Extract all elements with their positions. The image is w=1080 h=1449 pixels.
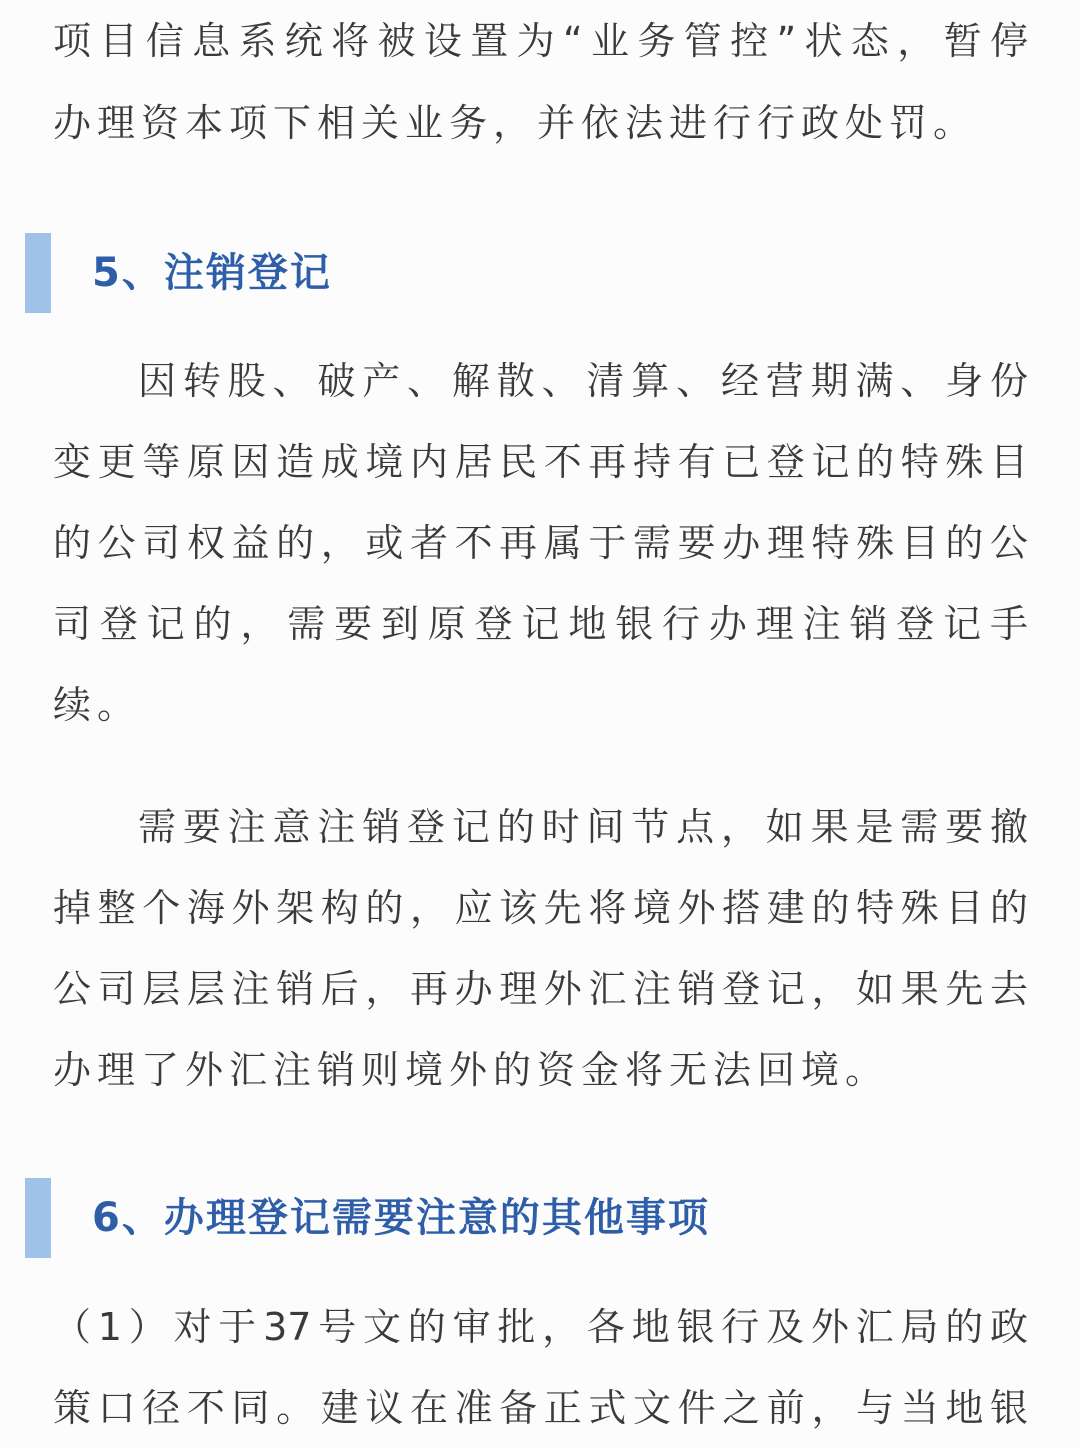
paragraph-line: 掉整个海外架构的，应该先将境外搭建的特殊目的 <box>53 886 1028 930</box>
paragraph-line: 策口径不同。建议在准备正式文件之前，与当地银 <box>53 1386 1028 1430</box>
paragraph-line: 的公司权益的，或者不再属于需要办理特殊目的公 <box>53 521 1028 565</box>
paragraph-line: （1）对于37号文的审批，各地银行及外汇局的政 <box>53 1305 1028 1349</box>
heading-accent-bar <box>25 1178 51 1258</box>
paragraph-line: 变更等原因造成境内居民不再持有已登记的特殊目 <box>53 440 1028 484</box>
paragraph-line: 项目信息系统将被设置为“业务管控”状态，暂停 <box>53 19 1028 63</box>
section-heading-5 <box>25 233 1025 313</box>
paragraph-line: 需要注意注销登记的时间节点，如果是需要撤 <box>138 805 1028 849</box>
paragraph-line: 办理资本项下相关业务，并依法进行行政处罚。 <box>53 101 978 145</box>
heading-accent-bar <box>25 233 51 313</box>
section-heading-text: 6、办理登记需要注意的其他事项 <box>92 1195 710 1241</box>
paragraph-line: 因转股、破产、解散、清算、经营期满、身份 <box>138 359 1028 403</box>
paragraph-line: 办理了外汇注销则境外的资金将无法回境。 <box>53 1048 890 1092</box>
paragraph-line: 公司层层注销后，再办理外汇注销登记，如果先去 <box>53 967 1028 1011</box>
section-heading-text: 5、注销登记 <box>92 250 332 296</box>
section-heading-6 <box>25 1178 1025 1258</box>
paragraph-line: 司登记的，需要到原登记地银行办理注销登记手 <box>53 602 1028 646</box>
paragraph-line: 续。 <box>53 683 142 727</box>
